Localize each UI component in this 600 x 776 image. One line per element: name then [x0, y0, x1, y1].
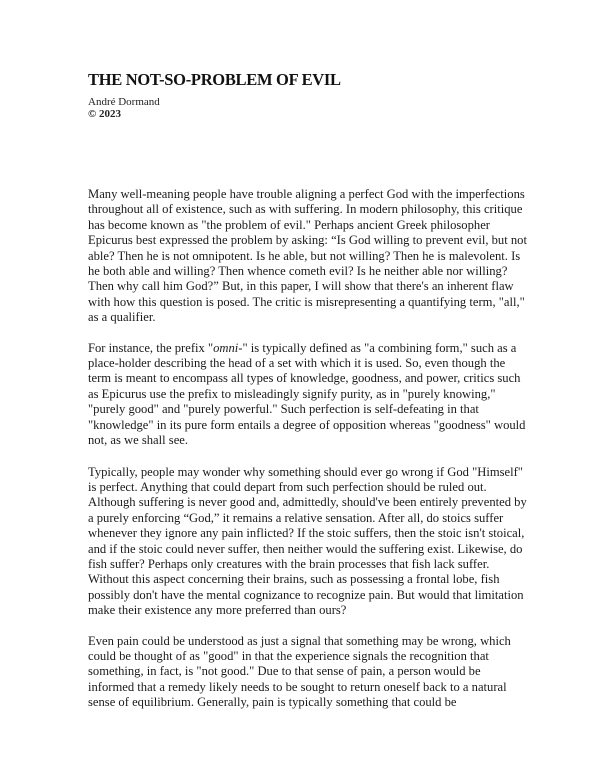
copyright-notice: © 2023: [88, 108, 121, 120]
document-body: [88, 187, 528, 727]
paragraph-4: Even pain could be understood as just a signal that something may be wrong, which could be thought of as "good" in that the experience signals the recognition that something, in fact, is "not good." Due to that sense of pain, a person would be informed that a remedy likely needs to be sought to return oneself back to a natural sense of equilibrium. Generally, pain is typically something that could be: [88, 633, 511, 710]
paragraph-2: [88, 341, 528, 449]
omni-prefix-term: omni-: [213, 340, 243, 355]
paragraph-2-start: For instance, the prefix ": [88, 340, 214, 355]
document-header: [88, 70, 528, 120]
author-name: André Dormand: [88, 96, 160, 108]
paragraph-1: Many well-meaning people have trouble aligning a perfect God with the imperfections throughout all of existence, such as with suffering. In modern philosophy, this critique has become known as "the problem of evil." Perhaps ancient Greek philosopher Epicurus best expressed the problem by asking: “Is God willing to prevent evil, but not able? Then he is not omnipotent. Is he able, but not willing? Then he is malevolent. Is he both able and willing? Then whence cometh evil? Is he neither able nor willing? Then why call him God?” But, in this paper, I will show that there's an inherent flaw with how this question is posed. The critic is misrepresenting a quantifying term, "all," as a qualifier.: [88, 187, 527, 325]
paragraph-2-rest: " is typically defined as "a combining form," such as a place-holder describing the head of a set with which it is used. So, even though the term is meant to encompass all types of knowledge, goodness, and power, critics such as Epicurus use the prefix to misleadingly signify purity, as in "purely knowing," "purely good" and "purely powerful." Such perfection is self-defeating in that "knowledge" in its pure form entails a degree of opposition whereas "goodness" would not, as we shall see.: [88, 340, 526, 448]
document-title: THE NOT-SO-PROBLEM OF EVIL: [88, 70, 341, 89]
paragraph-3: Typically, people may wonder why something should ever go wrong if God "Himself" is perfect. Anything that could depart from such perfection should be ruled out. Although suffering is never good and, admittedly, should've been entirely prevented by a purely enforcing “God,” it remains a relative sensation. After all, do stoics suffer whenever they ignore any pain inflicted? If the stoic suffers, then the stoic isn't stoical, and if the stoic could never suffer, then neither would the suffering exist. Likewise, do fish suffer? Perhaps only creatures with the brain processes that fish lack suffer. Without this aspect concerning their brains, such as possessing a frontal lobe, fish possibly don't have the mental cognizance to recognize pain. But would that limitation make their existence any more preferred than ours?: [88, 464, 527, 618]
